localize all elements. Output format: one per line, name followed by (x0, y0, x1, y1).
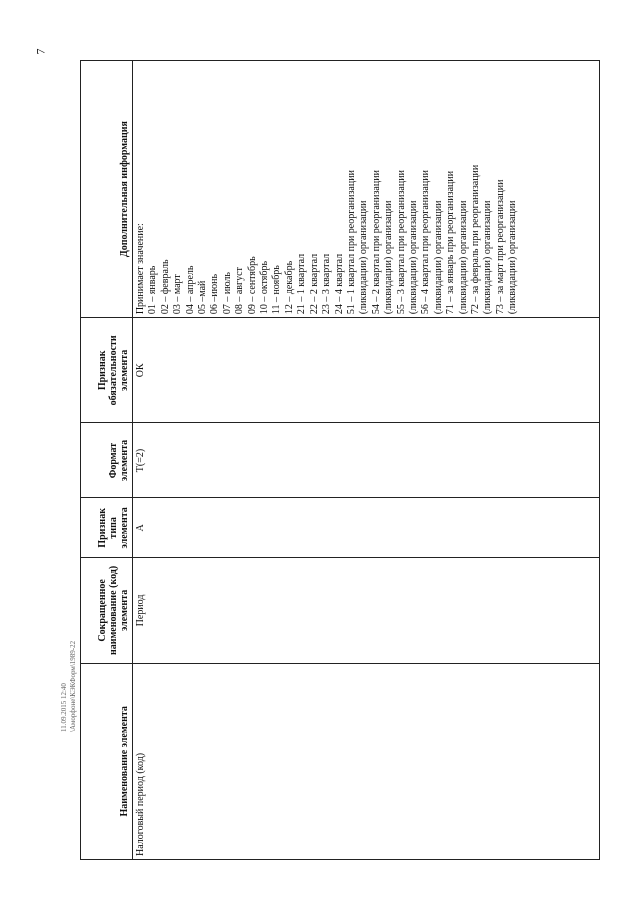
info-value-item: 11 – ноябрь (271, 265, 283, 315)
info-value-item: 73 – за март при реорганизации (494, 179, 506, 315)
info-value-item: 04 – апрель (184, 265, 196, 315)
info-value-item: 02 – февраль (159, 259, 171, 315)
page-number: 7 (33, 48, 48, 55)
info-value-item: 72 – за февраль при реорганизации (469, 164, 481, 315)
info-value-item: (ликвидации) организации (457, 200, 469, 315)
info-value-item: 08 – август (234, 267, 246, 315)
table-header-row (81, 61, 133, 860)
header-element-required: Признак обязательности элемента (81, 318, 133, 423)
info-value-item: 12 – декабрь (283, 260, 295, 315)
cell-element-required: ОК (133, 318, 600, 423)
info-value-item: 06 –июнь (209, 273, 221, 315)
info-value-item: 07 – июль (221, 272, 233, 315)
info-value-item: 51 – 1 квартал при реорганизации (345, 170, 357, 315)
info-value-item: (ликвидации) организации (482, 200, 494, 315)
info-value-item: 10 – октябрь (259, 260, 271, 315)
info-value-item: 03 – март (172, 274, 184, 315)
footer-stamp-line-2: \Аморфоне\КЭКФорм\1989-22 (69, 640, 77, 732)
info-value-item: 54 – 2 квартал при реорганизации (370, 170, 382, 315)
info-value-item: (ликвидации) организации (432, 200, 444, 315)
info-value-item: 24 – 4 квартал (333, 253, 345, 315)
info-value-item: 56 – 4 квартал при реорганизации (420, 170, 432, 315)
info-value-item: 01 – январь (147, 265, 159, 315)
info-value-item: 55 – 3 квартал при реорганизации (395, 170, 407, 315)
header-element-format: Формат элемента (81, 423, 133, 498)
info-value-item: 23 – 3 квартал (321, 253, 333, 315)
header-element-name: Наименование элемента (81, 663, 133, 859)
cell-element-format: Т(=2) (133, 423, 600, 498)
footer-stamp (60, 552, 78, 732)
cell-element-type: А (133, 498, 600, 558)
info-value-item: 22 – 2 квартал (308, 253, 320, 315)
cell-element-code: Период (133, 558, 600, 663)
info-value-item: 71 – за январь при реорганизации (445, 170, 457, 315)
footer-stamp-line-1: 11.09.2015 12:40 (60, 683, 68, 732)
info-value-item: 09 – сентябрь (246, 256, 258, 315)
info-intro: Принимает значение: (135, 223, 146, 315)
info-value-item: (ликвидации) организации (383, 200, 395, 315)
info-value-item: (ликвидации) организации (358, 200, 370, 315)
info-value-list (147, 64, 519, 314)
header-element-type: Признак типа элемента (81, 498, 133, 558)
cell-element-name: Налоговый период (код) (133, 663, 600, 859)
info-value-item: 05 –май (197, 280, 209, 315)
element-table-wrapper (80, 60, 600, 860)
info-value-item: 21 – 1 квартал (296, 253, 308, 315)
table-row (133, 61, 600, 860)
header-element-code: Сокращенное наименование (код) элемента (81, 558, 133, 663)
info-value-item: (ликвидации) организации (407, 200, 419, 315)
header-additional-info: Дополнительная информация (81, 61, 133, 318)
info-value-item: (ликвидации) организации (507, 200, 519, 315)
cell-additional-info (133, 61, 600, 318)
element-table (80, 60, 600, 860)
